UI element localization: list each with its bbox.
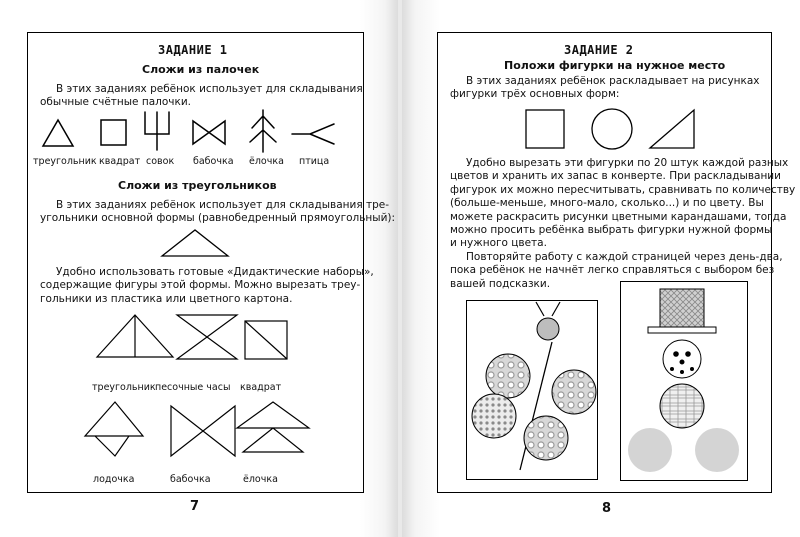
shape-triangle (650, 110, 694, 148)
snowman-hat-brim (648, 327, 716, 333)
stick-fir (250, 110, 276, 152)
task-title-2: ЗАДАНИЕ 2 (564, 43, 634, 57)
caption-tri-butterfly: бабочка (170, 474, 211, 485)
basic-shapes (524, 106, 704, 152)
tri-butterfly (171, 406, 235, 456)
tri-fir (237, 402, 309, 452)
section2-paragraph-2: Удобно использовать готовые «Дидактические наборы», содержащие фигуры этой формы. Можно вырезать треу- гольники из пластика или цветного картона. (40, 266, 374, 305)
right-page (402, 0, 800, 537)
section-title-sticks: Сложи из палочек (142, 63, 260, 76)
caption-tri-fir: ёлочка (243, 474, 278, 485)
stick-bird (292, 124, 334, 144)
page-number-2: 8 (602, 501, 612, 516)
stick-triangle (43, 120, 73, 146)
snowman-picture (620, 281, 748, 481)
snowman-left-ball (628, 428, 672, 472)
caption-tri-hourglass: песочные часы (155, 382, 231, 393)
section1-paragraph: В этих заданиях ребёнок использует для складывания обычные счётные палочки. (40, 83, 363, 109)
butterfly-picture (466, 300, 598, 480)
section-title-triangles: Сложи из треугольников (118, 179, 277, 192)
caption-fir: ёлочка (249, 156, 284, 167)
section-title-place: Положи фигурки на нужное место (504, 59, 726, 72)
caption-butterfly: бабочка (193, 156, 234, 167)
wing-bottom-right (524, 416, 568, 460)
snowman-hat-top (660, 289, 704, 327)
right-paragraph-1: В этих заданиях ребёнок раскладывает на рисунках фигурки трёх основных форм: (450, 75, 760, 101)
wing-top-left (486, 354, 530, 398)
caption-bird: птица (299, 156, 330, 167)
basic-triangle (160, 228, 230, 258)
caption-square: квадрат (99, 156, 141, 167)
caption-triangle: треугольник (33, 156, 97, 167)
tri-hourglass (177, 315, 237, 359)
triangle-figures-row1 (45, 312, 345, 372)
stick-square (101, 120, 126, 145)
stick-scoop (145, 112, 169, 150)
task-title: ЗАДАНИЕ 1 (158, 43, 228, 57)
page-number: 7 (190, 499, 200, 514)
triangle-figures-row2 (45, 398, 345, 468)
shape-square (526, 110, 564, 148)
snowman-body (660, 384, 704, 428)
tri-big-triangle (97, 315, 173, 357)
snowman-right-ball (695, 428, 739, 472)
caption-tri-square: квадрат (240, 382, 282, 393)
tri-boat (85, 402, 143, 456)
wing-top-right (552, 370, 596, 414)
left-page (0, 0, 398, 537)
section2-paragraph: В этих заданиях ребёнок использует для складывания тре- угольники основной формы (равнобедренный прямоугольный): (40, 199, 396, 225)
stick-figures (40, 108, 360, 158)
butterfly-head (537, 318, 559, 340)
caption-scoop: совок (146, 156, 175, 167)
right-paragraph-2: Удобно вырезать эти фигурки по 20 штук каждой разных цветов и хранить их запас в конверте. При раскладывании фигурок их можно пересчитывать, сравнивать по количеству (больше-меньше, много-мало, сколько...) и по цвету. Вы можете раскрасить рисунки цветными карандашами, тогда можно просить ребёнка выбрать фигурки нужной формы и нужного цвета. Повторяйте работу с каждой страницей через день-два, пока ребёнок не начнёт легко справляться с выбором без вашей подсказки. (450, 157, 796, 290)
caption-tri-boat: лодочка (93, 474, 135, 485)
caption-tri-triangle: треугольник (92, 382, 156, 393)
stick-butterfly (193, 121, 225, 144)
shape-circle (592, 109, 632, 149)
wing-bottom-left (472, 394, 516, 438)
